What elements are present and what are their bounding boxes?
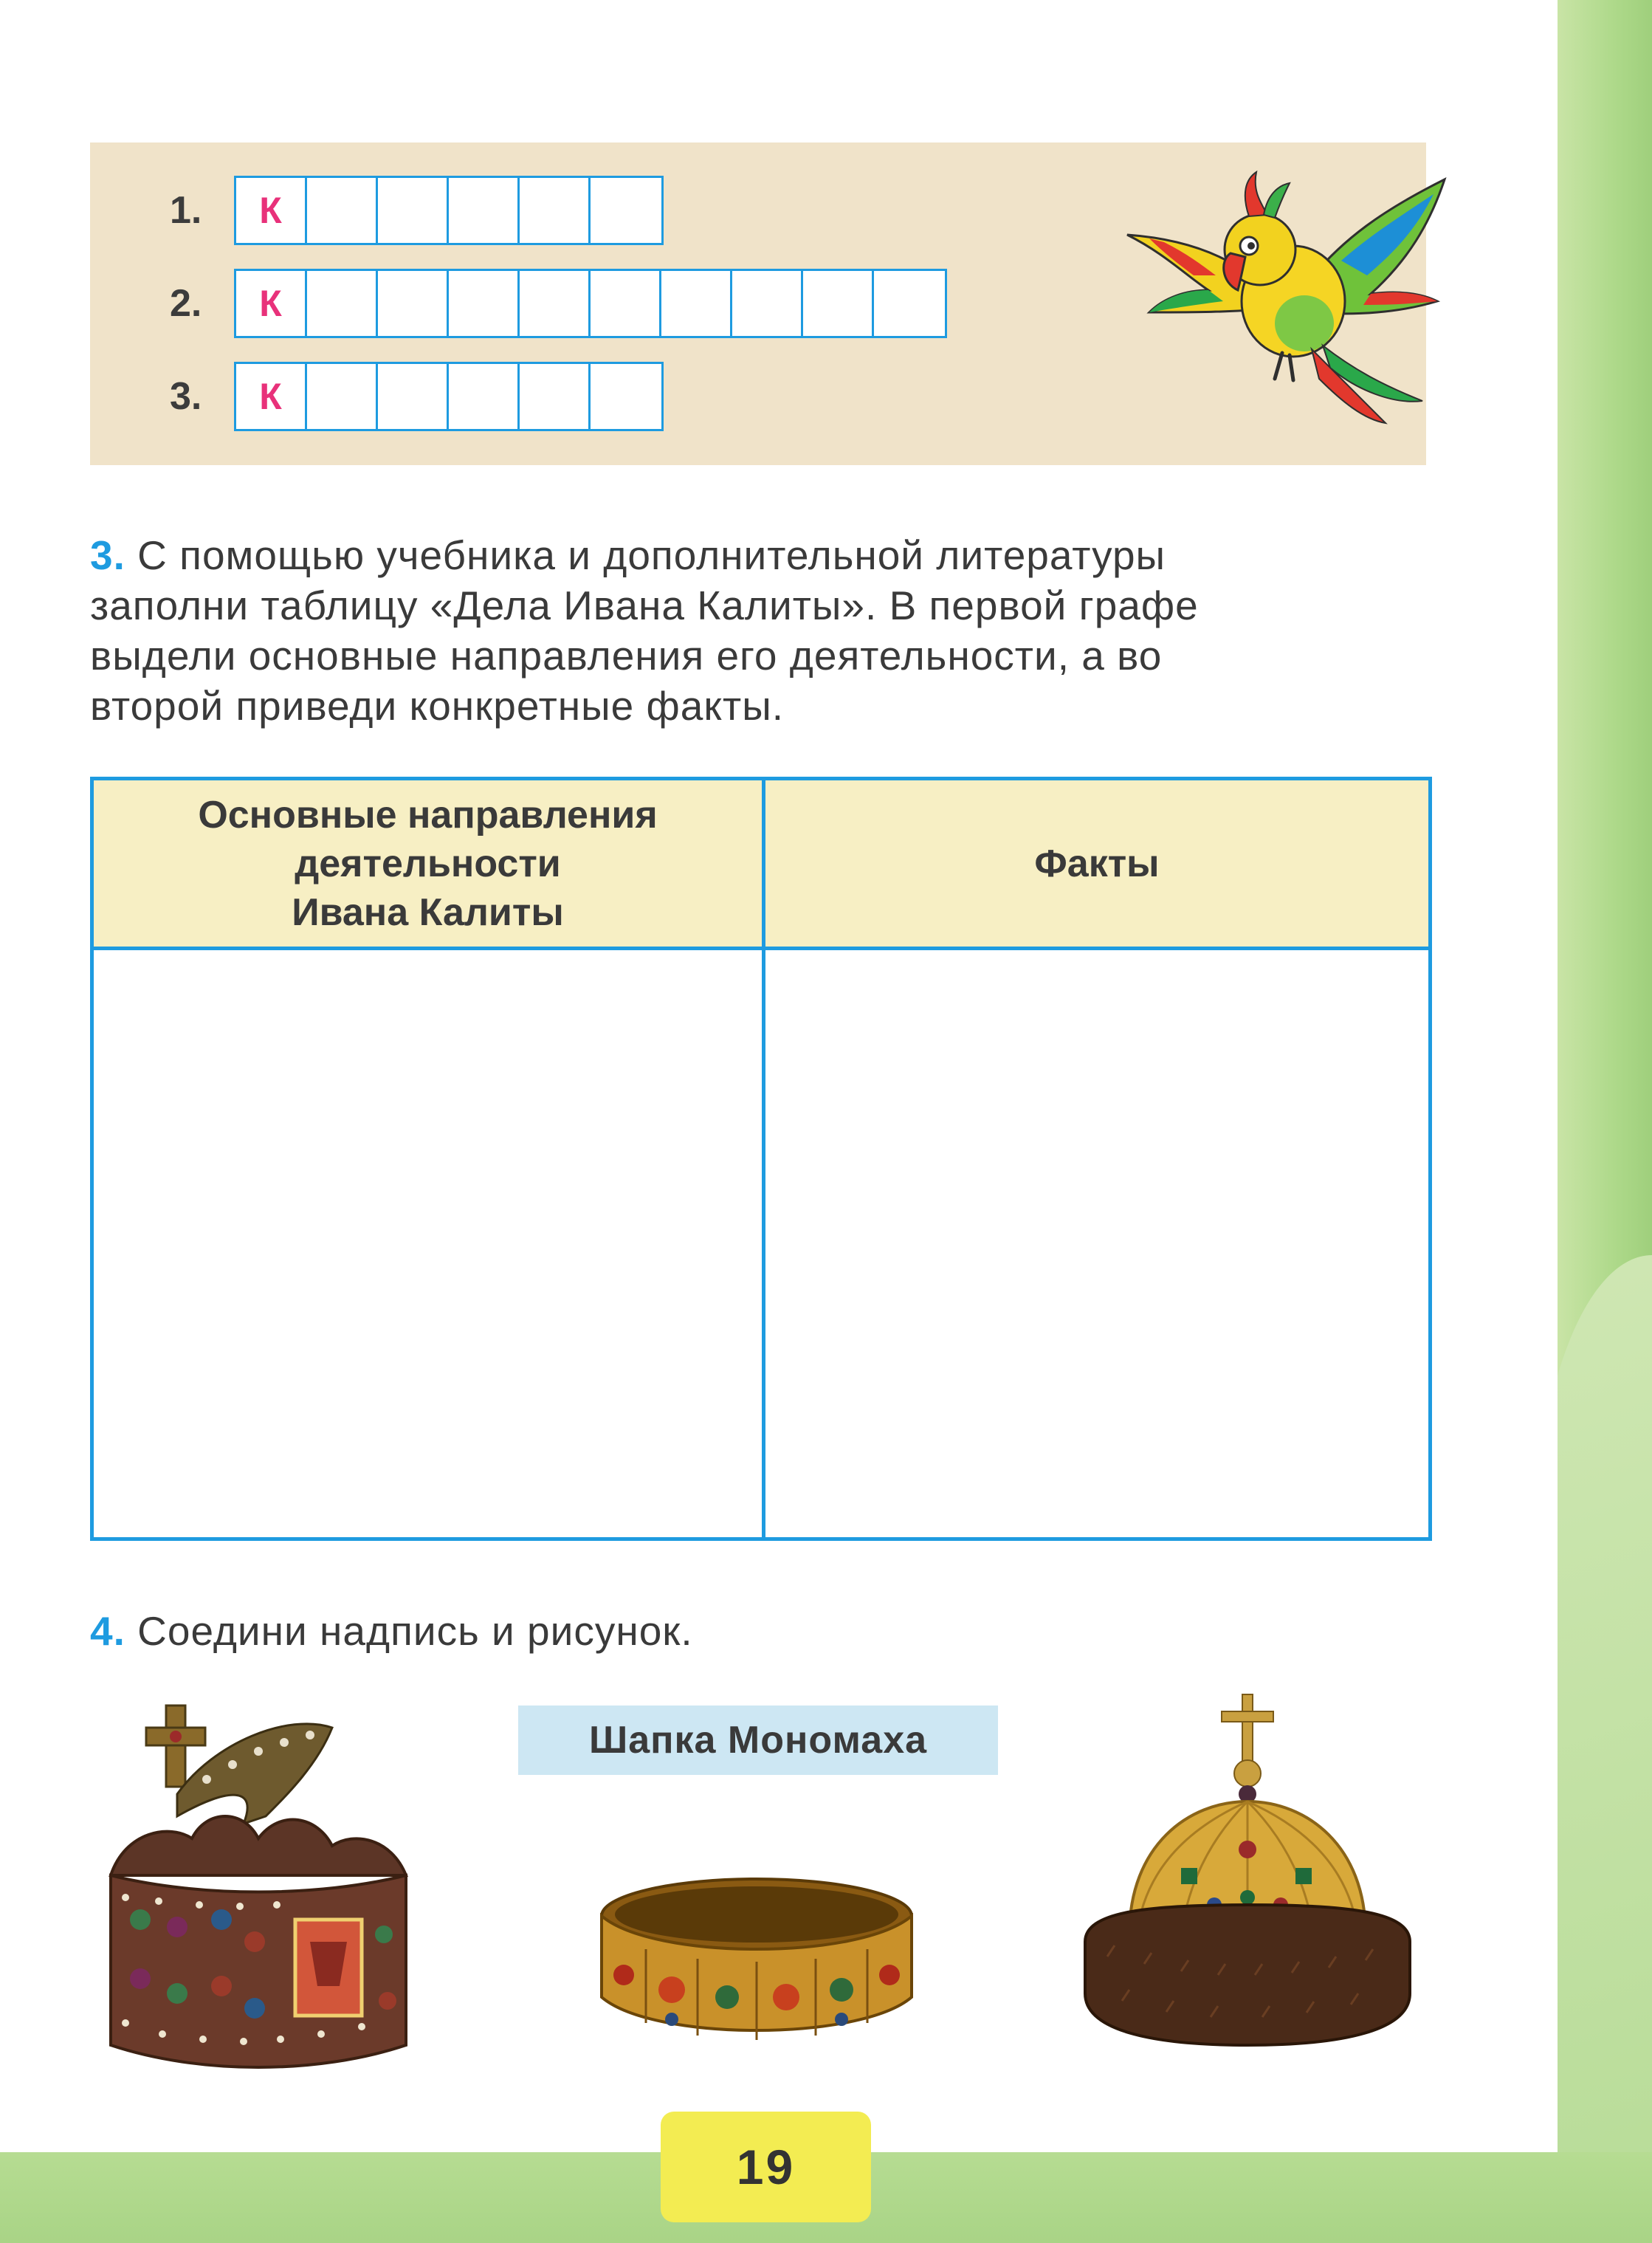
- crossword-cell[interactable]: [874, 271, 945, 336]
- crossword-cell: К: [236, 271, 307, 336]
- task4-text: Соедини надпись и рисунок.: [137, 1608, 693, 1654]
- table-cell-facts[interactable]: [765, 950, 1428, 1537]
- crossword-cell[interactable]: [732, 271, 803, 336]
- crossword-cell[interactable]: [378, 271, 449, 336]
- table-cell-directions[interactable]: [94, 950, 762, 1537]
- crossword-cell[interactable]: [661, 271, 732, 336]
- page-number: 19: [661, 2112, 871, 2222]
- crossword-cell[interactable]: [591, 271, 661, 336]
- crossword-cell[interactable]: [591, 178, 661, 243]
- task3-number: 3.: [90, 532, 125, 578]
- crossword-row-number: 1.: [170, 189, 202, 232]
- crossword-cell[interactable]: [307, 364, 378, 429]
- crossword-cell[interactable]: [803, 271, 874, 336]
- crossword-cell[interactable]: [520, 271, 591, 336]
- table-header-directions: [94, 780, 762, 947]
- iron-crown-image[interactable]: [594, 1872, 919, 2049]
- task4-line: [90, 1606, 1426, 1656]
- imperial-crown-image[interactable]: [96, 1698, 421, 2082]
- parrot-illustration: [1120, 165, 1452, 445]
- crossword-cell: К: [236, 178, 307, 243]
- task4-number: 4.: [90, 1608, 125, 1654]
- table-header-facts: Факты: [1034, 842, 1160, 885]
- crossword-block: [90, 142, 1426, 465]
- crossword-cells: [234, 269, 947, 338]
- crossword-row-number: 2.: [170, 282, 202, 325]
- crossword-cell[interactable]: [591, 364, 661, 429]
- crossword-cell[interactable]: [520, 364, 591, 429]
- crossword-cell[interactable]: [449, 364, 520, 429]
- crossword-cell[interactable]: [307, 178, 378, 243]
- task3-text-line1: С помощью учебника и дополнительной литературы: [137, 532, 1166, 578]
- task3-text-line3: выдели основные направления его деятельности, а во: [90, 633, 1163, 679]
- task3-line-1: [90, 530, 1426, 580]
- table-header-directions-line3: Ивана Калиты: [292, 890, 564, 934]
- crossword-cells: [234, 362, 664, 431]
- ivan-kalita-table: [90, 777, 1432, 1541]
- table-header-directions-line1: Основные направления: [198, 793, 658, 837]
- crossword-cell[interactable]: [449, 178, 520, 243]
- task3-text-line4: второй приведи конкретные факты.: [90, 683, 785, 729]
- crossword-cell[interactable]: [378, 364, 449, 429]
- crossword-cell[interactable]: [307, 271, 378, 336]
- crossword-cell[interactable]: [378, 178, 449, 243]
- crossword-cell[interactable]: [449, 271, 520, 336]
- task3-text-line2: заполни таблицу «Дела Ивана Калиты». В первой графе: [90, 583, 1199, 628]
- crossword-cell: К: [236, 364, 307, 429]
- crossword-cell[interactable]: [520, 178, 591, 243]
- table-header-directions-line2: деятельности: [295, 842, 561, 885]
- crossword-cells: [234, 176, 664, 245]
- monomakh-cap-image[interactable]: [1063, 1691, 1432, 2053]
- crossword-row-number: 3.: [170, 375, 202, 418]
- monomakh-cap-label[interactable]: Шапка Мономаха: [518, 1706, 998, 1775]
